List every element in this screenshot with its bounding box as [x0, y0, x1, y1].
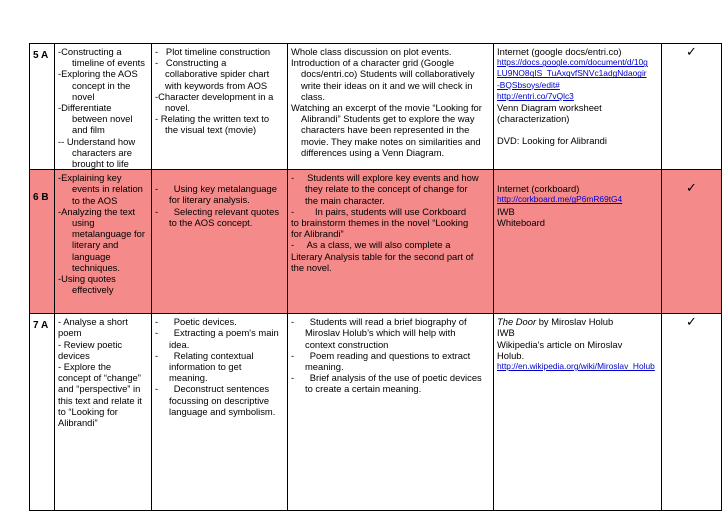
objective-line: techniques.: [72, 261, 120, 273]
activity-line: meaning.: [169, 372, 208, 384]
resource-link[interactable]: http://entri.co/7vQlc3: [497, 90, 574, 101]
objective-line: - Explore the: [58, 361, 112, 373]
objective-line: literary and: [72, 239, 119, 251]
resources-cell: [494, 314, 662, 511]
activity-line: - Plot timeline construction: [155, 46, 271, 57]
objective-line: timeline of events: [72, 57, 145, 69]
lesson-row-7a: [30, 314, 722, 511]
activity-line: - Selecting relevant quotes: [155, 205, 280, 217]
objective-line: and film: [72, 124, 105, 136]
task-line: - Brief analysis of the use of poetic devices: [291, 372, 482, 384]
objective-line: -Exploring the AOS: [58, 68, 138, 80]
task-line: they relate to the concept of change for: [305, 183, 468, 195]
resource-line: IWB: [497, 327, 515, 339]
activity-line: - Relating contextual: [155, 349, 254, 361]
objective-line: brought to life: [72, 158, 129, 170]
activity-line: idea.: [169, 338, 190, 350]
activity-line: for literary analysis.: [169, 194, 250, 206]
activity-line: - Deconstruct sentences: [155, 383, 270, 395]
activity-line: novel.: [165, 102, 191, 114]
objective-line: -Explaining key: [58, 172, 122, 184]
task-line: characters have been represented in the: [301, 124, 470, 136]
activity-line: - Extracting a poem's main: [155, 327, 279, 339]
objective-line: novel: [72, 90, 95, 102]
objective-line: characters are: [72, 146, 132, 158]
activities-cell: [152, 170, 288, 314]
task-line: context construction: [305, 338, 389, 350]
lesson-id: 6 B: [30, 170, 55, 314]
checkmark-icon: ✓: [662, 314, 722, 511]
objective-line: -Analyzing the text: [58, 205, 136, 217]
objectives-cell: [55, 170, 152, 314]
lesson-id: 7 A: [30, 314, 55, 511]
objectives-cell: [55, 44, 152, 170]
task-line: - As a class, we will also complete a: [291, 239, 451, 251]
activity-line: language and symbolism.: [169, 405, 276, 417]
task-line: - In pairs, students will use Corkboard: [291, 205, 467, 217]
activity-line: - Using key metalanguage: [155, 183, 277, 195]
task-line: Watching an excerpt of the movie “Looking for: [291, 102, 482, 114]
task-line: the novel.: [291, 261, 332, 273]
task-line: meaning.: [305, 361, 344, 373]
resource-line: Internet (corkboard): [497, 183, 580, 195]
tasks-cell: [288, 44, 494, 170]
activities-cell: [152, 44, 288, 170]
objective-line: using: [72, 217, 95, 229]
task-line: Whole class discussion on plot events.: [291, 46, 452, 57]
resource-link[interactable]: LU9NO8qIS_TuAxqvfSNVc1adgNdaogir: [497, 68, 647, 79]
checkmark-icon: ✓: [662, 170, 722, 314]
task-line: movie. They make notes on similarities and: [301, 135, 481, 147]
task-line: to brainstorm themes in the novel “Looking: [291, 217, 469, 229]
activity-line: with keywords from AOS: [165, 79, 268, 91]
task-line: write their ideas on it and we will check in: [301, 79, 473, 91]
task-line: class.: [301, 90, 325, 102]
task-line: Introduction of a character grid (Google: [291, 57, 455, 69]
activities-cell: [152, 314, 288, 511]
tasks-cell: [288, 170, 494, 314]
objective-line: Alibrandi”: [58, 417, 98, 429]
objective-line: concept in the: [72, 79, 131, 91]
objective-line: devices: [58, 349, 90, 361]
lesson-row-5a: [30, 44, 722, 170]
book-title: The Door: [497, 316, 537, 328]
resource-line: (characterization): [497, 113, 570, 125]
checkmark-icon: ✓: [662, 44, 722, 170]
task-line: - Students will explore key events and how: [291, 172, 479, 184]
objectives-cell: [55, 314, 152, 511]
objective-line: effectively: [72, 284, 114, 296]
task-line: the main character.: [305, 194, 385, 206]
resources-cell: [494, 170, 662, 314]
resource-line: Whiteboard: [497, 216, 545, 228]
objective-line: this text and relate it: [58, 394, 142, 406]
activity-line: focussing on descriptive: [169, 394, 270, 406]
resource-link[interactable]: -BQSbsoys/edit#: [497, 79, 560, 90]
objective-line: -Differentiate: [58, 102, 112, 114]
task-line: - Students will read a brief biography of: [291, 316, 467, 328]
resource-line: Holub.: [497, 349, 525, 361]
objective-line: - Review poetic: [58, 338, 123, 350]
objective-line: to the AOS: [72, 194, 118, 206]
task-line: to create a certain meaning.: [305, 383, 422, 395]
task-line: docs/entri.co) Students will collaboratively: [301, 68, 475, 80]
activity-line: the visual text (movie): [165, 124, 257, 136]
resource-link[interactable]: http://corkboard.me/gP6mR69tG4: [497, 194, 623, 205]
task-line: Literary Analysis table for the second part of: [291, 250, 474, 262]
objective-line: concept of “change”: [58, 372, 141, 384]
objective-line: -Using quotes: [58, 273, 116, 285]
objective-line: -- Understand how: [58, 135, 136, 147]
resource-link[interactable]: https://docs.google.com/document/d/10g: [497, 57, 648, 68]
objective-line: poem: [58, 327, 82, 339]
resource-link[interactable]: http://en.wikipedia.org/wiki/Miroslav_Holub: [497, 361, 655, 372]
activity-line: - Poetic devices.: [155, 316, 237, 328]
task-line: Miroslav Holub’s which will help with: [305, 327, 456, 339]
objective-line: and “perspective” in: [58, 383, 141, 395]
resource-line: DVD: Looking for Alibrandi: [497, 135, 607, 147]
activity-line: collaborative spider chart: [165, 68, 270, 80]
resources-cell: [494, 44, 662, 170]
resource-line: Venn Diagram worksheet: [497, 102, 602, 114]
objective-line: language: [72, 250, 111, 262]
lesson-id: 5 A: [30, 44, 55, 170]
objective-line: between novel: [72, 113, 133, 125]
activity-line: to the AOS concept.: [169, 216, 253, 228]
task-line: for Alibrandi”: [291, 228, 344, 240]
activity-line: - Relating the written text to: [155, 113, 270, 125]
objective-line: metalanguage for: [72, 228, 145, 240]
lesson-row-6b: [30, 170, 722, 314]
activity-line: -Character development in a: [155, 90, 274, 102]
activity-line: - Constructing a: [155, 57, 227, 69]
task-line: Alibrandi” Students get to explore the way: [301, 113, 475, 125]
objective-line: events in relation: [72, 183, 143, 195]
resource-line: Wikipedia's article on Miroslav: [497, 338, 623, 350]
resource-line: IWB: [497, 205, 515, 217]
tasks-cell: [288, 314, 494, 511]
activity-line: information to get: [169, 361, 242, 373]
objective-line: - Analyse a short: [58, 316, 128, 328]
task-line: differences using a Venn Diagram.: [301, 146, 445, 158]
task-line: - Poem reading and questions to extract: [291, 349, 471, 361]
objective-line: to “Looking for: [58, 405, 118, 417]
lesson-plan-table: [29, 43, 722, 511]
resource-line: Internet (google docs/entri.co): [497, 46, 622, 57]
book-author: by Miroslav Holub: [536, 316, 614, 328]
objective-line: -Constructing a: [58, 46, 122, 57]
